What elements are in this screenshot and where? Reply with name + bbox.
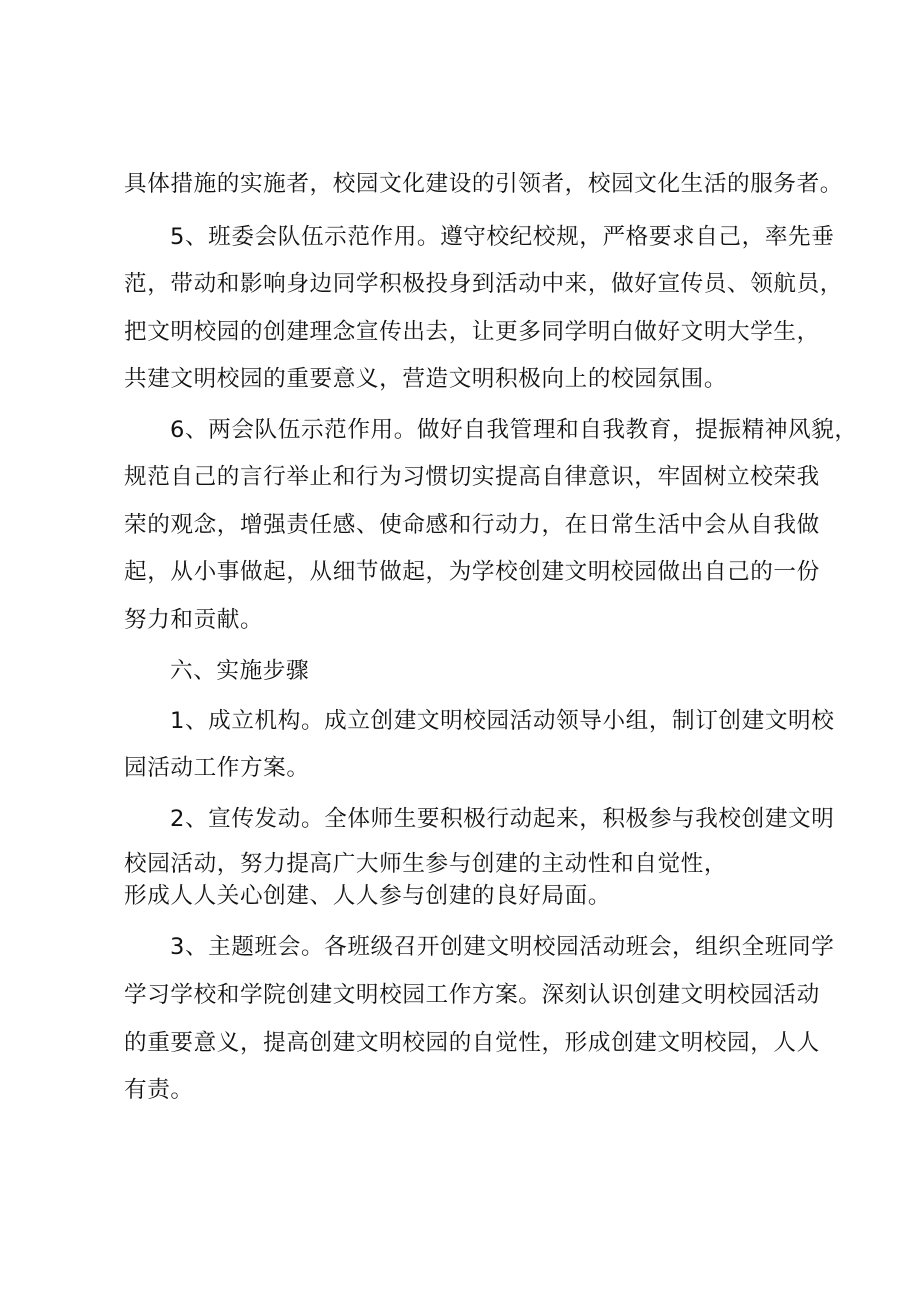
text-line: 范，带动和影响身边同学积极投身到活动中来，做好宣传员、领航员， [124, 271, 844, 297]
text-line: 的重要意义，提高创建文明校园的自觉性，形成创建文明校园，人人 [124, 1030, 820, 1056]
text-line: 努力和贡献。 [124, 607, 264, 633]
text-line: 把文明校园的创建理念宣传出去，让更多同学明白做好文明大学生， [124, 319, 820, 345]
text-line: 6、两会队伍示范作用。做好自我管理和自我教育，提振精神风貌， [170, 417, 858, 443]
text-line: 规范自己的言行举止和行为习惯切实提高自律意识，牢固树立校荣我 [124, 464, 820, 490]
text-line: 共建文明校园的重要意义，营造文明积极向上的校园氛围。 [124, 366, 728, 392]
text-line: 校园活动，努力提高广大师生参与创建的主动性和自觉性， [124, 851, 728, 877]
text-line: 学习学校和学院创建文明校园工作方案。深刻认识创建文明校园活动 [124, 982, 820, 1008]
text-line: 荣的观念，增强责任感、使命感和行动力，在日常生活中会从自我做 [124, 512, 820, 538]
text-line: 有责。 [124, 1077, 194, 1103]
text-line: 形成人人关心创建、人人参与创建的良好局面。 [124, 883, 612, 909]
text-line: 3、主题班会。各班级召开创建文明校园活动班会，组织全班同学 [170, 934, 835, 960]
section-heading: 六、实施步骤 [170, 658, 310, 684]
text-line: 起，从小事做起，从细节做起，为学校创建文明校园做出自己的一份 [124, 559, 820, 585]
text-line: 园活动工作方案。 [124, 755, 310, 781]
text-line: 2、宣传发动。全体师生要积极行动起来，积极参与我校创建文明 [170, 806, 835, 832]
text-line: 1、成立机构。成立创建文明校园活动领导小组，制订创建文明校 [170, 708, 835, 734]
text-line: 具体措施的实施者，校园文化建设的引领者，校园文化生活的服务者。 [124, 171, 844, 197]
text-line: 5、班委会队伍示范作用。遵守校纪校规，严格要求自己，率先垂 [170, 224, 835, 250]
